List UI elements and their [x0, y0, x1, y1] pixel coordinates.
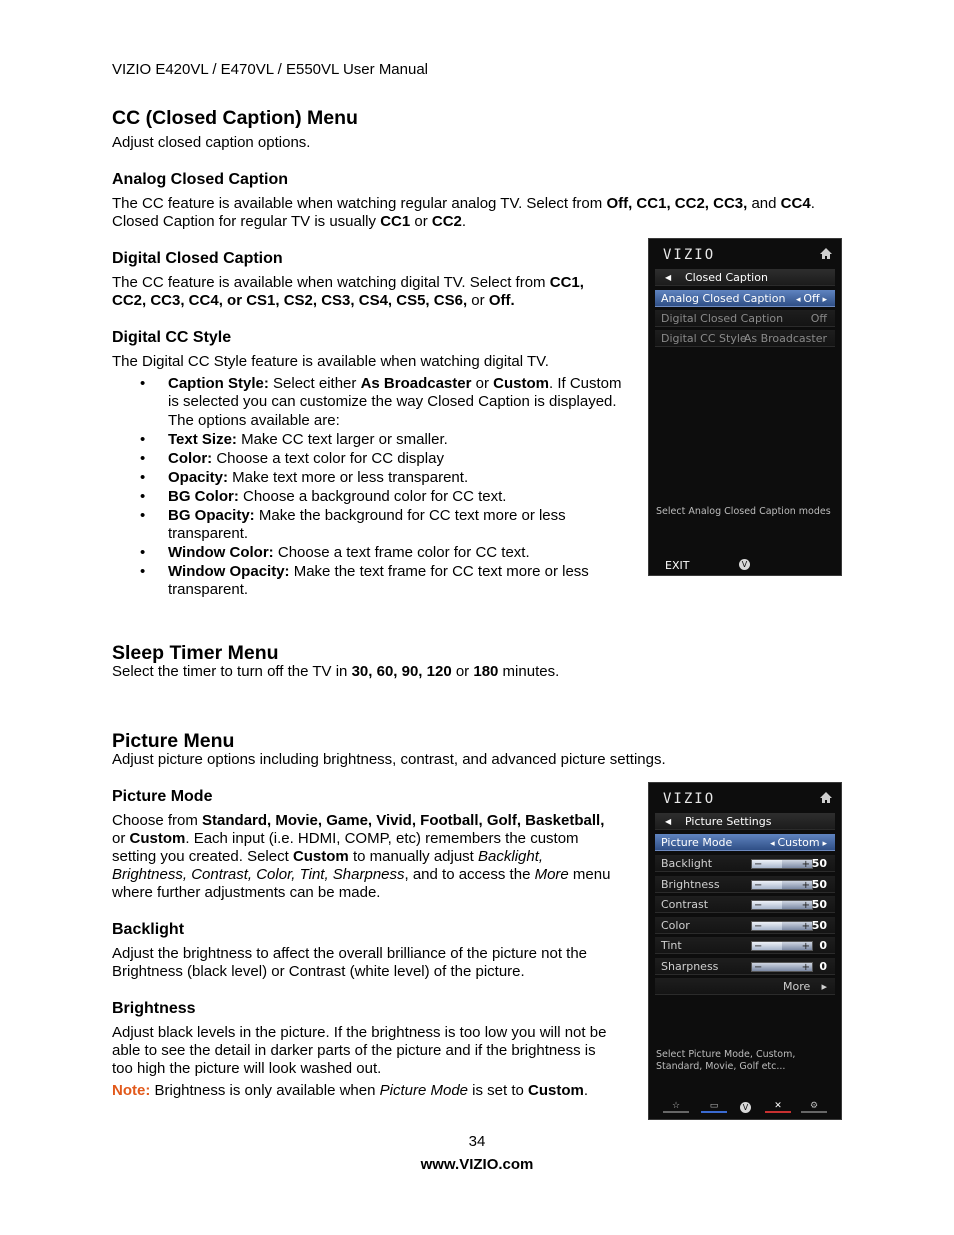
menu-title-bar[interactable]: ◀ Picture Settings	[655, 813, 835, 830]
menu-item-color[interactable]: Color − + 50	[655, 917, 835, 934]
list-item: • Caption Style: Select either As Broadcaster or Custom. If Custom is selected you can customize the way Closed Caption is displayed. The options available are:	[112, 375, 632, 430]
backlight-slider[interactable]: − +	[751, 859, 813, 869]
chevron-right-icon: ▸	[821, 980, 827, 993]
list-item: • Opacity: Make text more or less transparent.	[112, 469, 632, 487]
cc-style-options-list	[112, 375, 632, 600]
menu-help-text: Select Picture Mode, Custom, Standard, Movie, Golf etc...	[656, 1049, 796, 1072]
color-slider[interactable]: − +	[751, 921, 813, 931]
menu-item-digital-closed-caption[interactable]: Digital Closed Caption Off	[655, 310, 835, 327]
picture-mode-heading: Picture Mode	[112, 788, 213, 805]
digital-cc-style-heading: Digital CC Style	[112, 329, 232, 346]
backlight-heading: Backlight	[112, 921, 185, 938]
tv-closed-caption-menu	[648, 238, 842, 576]
cc-intro: Adjust closed caption options.	[112, 134, 311, 151]
menu-title-bar[interactable]: ◀ Closed Caption	[655, 269, 835, 286]
back-arrow-icon[interactable]: ◀	[665, 817, 672, 826]
input-icon[interactable]: ▭	[701, 1101, 727, 1113]
analog-cc-text-2: Closed Caption for regular TV is usually CC1 or CC2.	[112, 213, 467, 230]
close-icon[interactable]: ✕	[765, 1101, 791, 1113]
list-item: • Window Color: Choose a text frame color for CC text.	[112, 544, 632, 562]
menu-help-text: Select Analog Closed Caption modes	[656, 506, 831, 517]
website-link[interactable]: www.VIZIO.com	[420, 1156, 534, 1173]
picture-mode-line-1: Choose from Standard, Movie, Game, Vivid, Football, Golf, Basketball,	[112, 812, 605, 829]
brightness-note: Note: Brightness is only available when Picture Mode is set to Custom.	[112, 1082, 589, 1099]
backlight-line-2: Brightness (black level) or Contrast (white level) of the picture.	[112, 963, 525, 980]
menu-footer	[649, 1097, 841, 1119]
home-icon	[819, 791, 833, 805]
list-item: • Color: Choose a text color for CC display	[112, 450, 632, 468]
tint-slider[interactable]: − +	[751, 941, 813, 951]
menu-item-more[interactable]: More ▸	[655, 978, 835, 995]
brightness-slider[interactable]: − +	[751, 880, 813, 890]
home-icon	[819, 247, 833, 261]
star-icon[interactable]: ☆	[663, 1101, 689, 1113]
list-item: • BG Opacity: Make the background for CC text more or less transparent.	[112, 507, 632, 544]
picture-menu-heading: Picture Menu	[112, 730, 235, 752]
exit-button[interactable]: EXIT	[665, 559, 690, 572]
vizio-v-icon[interactable]: V	[740, 1102, 751, 1113]
list-item: • Text Size: Make CC text larger or smaller.	[112, 431, 632, 449]
cc-menu-heading: CC (Closed Caption) Menu	[112, 107, 358, 129]
digital-cc-heading: Digital Closed Caption	[112, 250, 283, 267]
menu-item-digital-cc-style[interactable]: Digital CC Style As Broadcaster	[655, 330, 835, 347]
picture-mode-line-3: setting you created. Select Custom to manually adjust Backlight,	[112, 848, 544, 865]
page-number: 34	[468, 1133, 486, 1150]
digital-cc-text-1: The CC feature is available when watching digital TV. Select from CC1,	[112, 274, 584, 291]
brightness-heading: Brightness	[112, 1000, 196, 1017]
vizio-logo: VIZIO	[663, 791, 716, 807]
back-arrow-icon[interactable]: ◀	[665, 273, 672, 282]
brightness-line-1: Adjust black levels in the picture. If the brightness is too low you will not be	[112, 1024, 607, 1041]
list-item: • Window Opacity: Make the text frame for CC text more or less transparent.	[112, 563, 632, 600]
picture-mode-line-2: or Custom. Each input (i.e. HDMI, COMP, etc) remembers the custom	[112, 830, 579, 847]
sleep-timer-text: Select the timer to turn off the TV in 30, 60, 90, 120 or 180 minutes.	[112, 663, 560, 680]
tv-picture-settings-menu	[648, 782, 842, 1120]
vizio-logo: VIZIO	[663, 247, 716, 263]
document-header: VIZIO E420VL / E470VL / E550VL User Manual	[112, 61, 429, 78]
analog-cc-text-1: The CC feature is available when watching regular analog TV. Select from Off, CC1, CC2, CC3, and CC4.	[112, 195, 815, 212]
sharpness-slider[interactable]: − +	[751, 962, 813, 972]
picture-intro: Adjust picture options including brightness, contrast, and advanced picture settings.	[112, 751, 666, 768]
analog-cc-heading: Analog Closed Caption	[112, 171, 288, 188]
brightness-line-3: too high the picture will look washed out.	[112, 1060, 382, 1077]
digital-cc-style-intro: The Digital CC Style feature is available when watching digital TV.	[112, 353, 549, 370]
menu-item-contrast[interactable]: Contrast − + 50	[655, 896, 835, 913]
picture-mode-line-5: where further adjustments can be made.	[112, 884, 381, 901]
menu-item-backlight[interactable]: Backlight − + 50	[655, 855, 835, 872]
menu-item-sharpness[interactable]: Sharpness − + 0	[655, 958, 835, 975]
digital-cc-text-2: CC2, CC3, CC4, or CS1, CS2, CS3, CS4, CS5, CS6, or Off.	[112, 292, 515, 309]
menu-item-analog-closed-caption[interactable]: Analog Closed Caption ◂ Off ▸	[655, 290, 835, 307]
menu-footer	[649, 553, 841, 575]
gear-icon[interactable]: ⚙	[801, 1101, 827, 1113]
brightness-line-2: able to see the detail in darker parts of the picture and if the brightness is	[112, 1042, 596, 1059]
backlight-line-1: Adjust the brightness to affect the overall brilliance of the picture not the	[112, 945, 588, 962]
list-item: • BG Color: Choose a background color for CC text.	[112, 488, 632, 506]
picture-mode-line-4: Brightness, Contrast, Color, Tint, Sharpness, and to access the More menu	[112, 866, 611, 883]
menu-item-brightness[interactable]: Brightness − + 50	[655, 876, 835, 893]
vizio-v-icon[interactable]: V	[739, 559, 750, 570]
contrast-slider[interactable]: − +	[751, 900, 813, 910]
menu-item-tint[interactable]: Tint − + 0	[655, 937, 835, 954]
sleep-timer-heading: Sleep Timer Menu	[112, 642, 279, 664]
menu-item-picture-mode[interactable]: Picture Mode ◂ Custom ▸	[655, 834, 835, 851]
